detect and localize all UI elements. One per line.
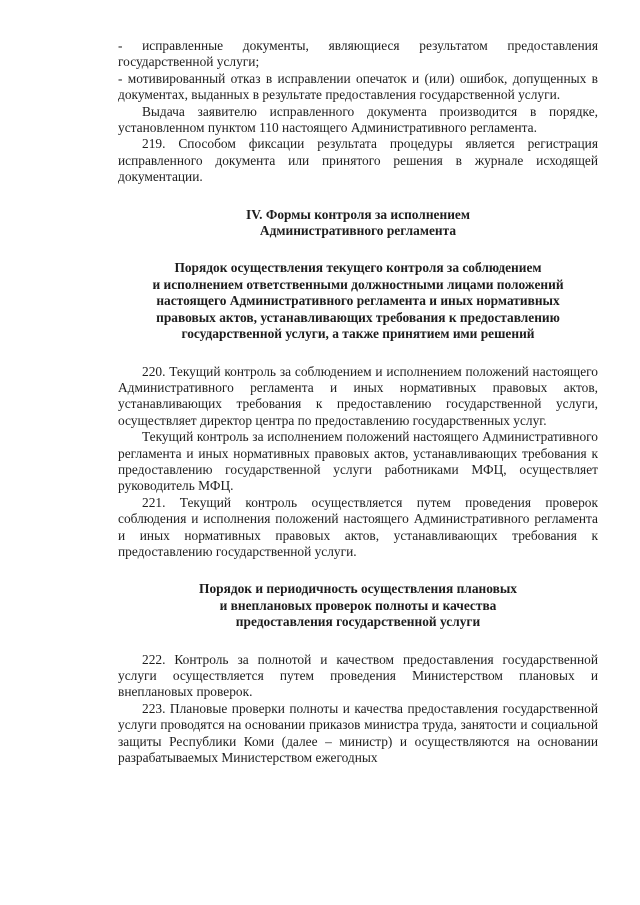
paragraph-refusal: - мотивированный отказ в исправлении опечаток и (или) ошибок, допущенных в документах, выданных в результате предоставления государственной услуги. bbox=[118, 70, 598, 103]
subheading-1-line-2: и исполнением ответственными должностными лицами положений bbox=[152, 276, 564, 292]
subheading-2-line-2: и внеплановых проверок полноты и качества bbox=[219, 597, 497, 613]
paragraph-issuance: Выдача заявителю исправленного документа производится в порядке, установленном пунктом 110 настоящего Административного регламента. bbox=[118, 103, 598, 136]
paragraph-220: 220. Текущий контроль за соблюдением и исполнением положений настоящего Административного регламента и иных нормативных правовых актов, устанавливающих требования к предоставлению государственной услуги, осуществляет директор центра по предоставлению государственных услуг. bbox=[118, 363, 598, 428]
paragraph-219: 219. Способом фиксации результата процедуры является регистрация исправленного документа или принятого решения в журнале исходящей документации. bbox=[118, 136, 598, 185]
section-title-line-2: Административного регламента bbox=[259, 223, 457, 239]
subheading-2-line-3: предоставления государственной услуги bbox=[235, 614, 481, 630]
paragraph-223: 223. Плановые проверки полноты и качества предоставления государственной услуги проводятся на основании приказов министра труда, занятости и социальной защиты Республики Коми (далее – министр) и осуществляются на основании разрабатываемых Министерством ежегодных bbox=[118, 700, 598, 766]
section-title-line-1: IV. Формы контроля за исполнением bbox=[246, 206, 470, 222]
subheading-1-line-4: правовых актов, устанавливающих требования к предоставлению bbox=[156, 309, 560, 325]
subheading-1-line-1: Порядок осуществления текущего контроля за соблюдением bbox=[174, 260, 542, 276]
subheading-1-line-3: настоящего Административного регламента и иных нормативных bbox=[156, 293, 560, 309]
subheading-1-line-5: государственной услуги, а также принятием ими решений bbox=[181, 326, 535, 342]
subheading-2-line-1: Порядок и периодичность осуществления плановых bbox=[199, 581, 517, 597]
paragraph-222: 222. Контроль за полнотой и качеством предоставления государственной услуги осуществляется путем проведения Министерством плановых и внеплановых проверок. bbox=[118, 651, 598, 700]
paragraph-corrected-documents: - исправленные документы, являющиеся результатом предоставления государственной услуги; bbox=[118, 38, 598, 70]
paragraph-current-control-mfc: Текущий контроль за исполнением положений настоящего Административного регламента и иных нормативных правовых актов, устанавливающих требования к предоставлению государственной услуги работниками МФЦ, осуществляет руководитель МФЦ. bbox=[118, 429, 598, 494]
paragraph-221: 221. Текущий контроль осуществляется путем проведения проверок соблюдения и исполнения положений настоящего Административного регламента и иных нормативных правовых актов, устанавливающих требования к предоставлению государственной услуги. bbox=[118, 494, 598, 559]
document-body bbox=[118, 38, 598, 766]
